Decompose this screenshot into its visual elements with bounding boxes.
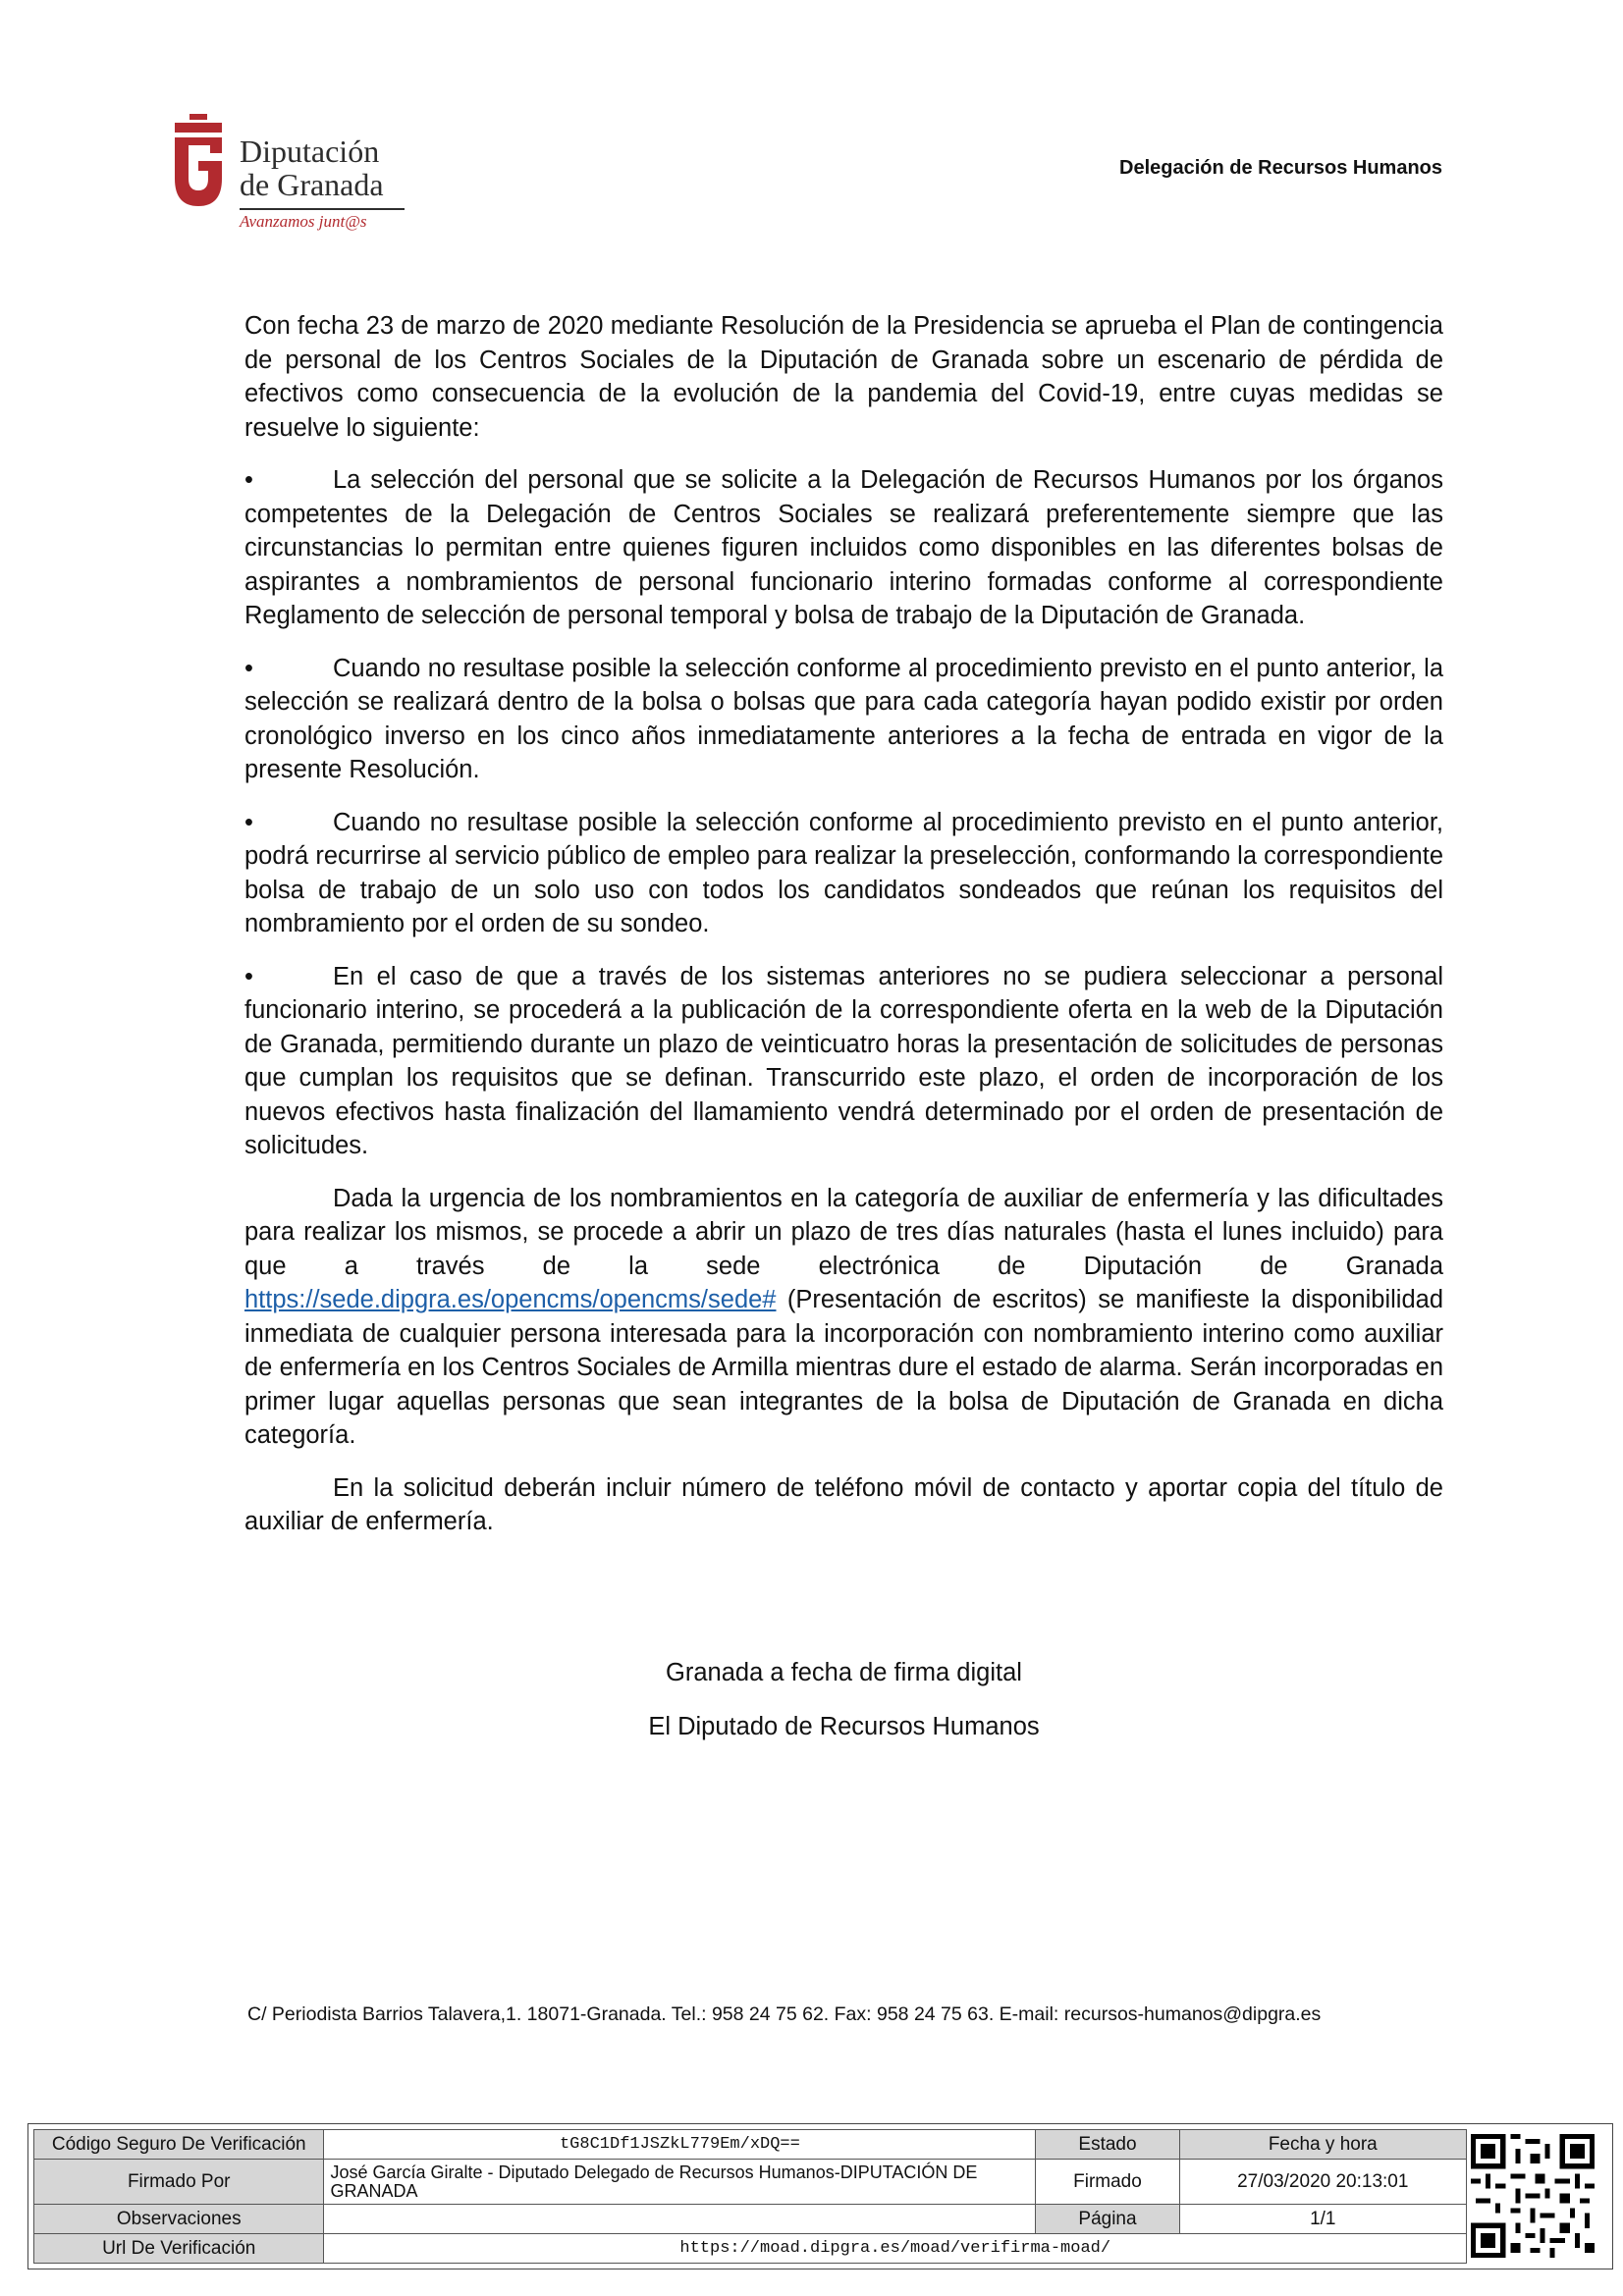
observations-label: Observaciones bbox=[34, 2205, 324, 2234]
url-label: Url De Verificación bbox=[34, 2234, 324, 2264]
footer-address: C/ Periodista Barrios Talavera,1. 18071-Granada. Tel.: 958 24 75 62. Fax: 958 24 75 63. E-mail: recursos-humanos@dipgra.es bbox=[247, 2003, 1322, 2025]
urgency-paragraph bbox=[244, 1182, 1443, 1453]
datetime-value: 27/03/2020 20:13:01 bbox=[1179, 2160, 1466, 2205]
bullet-item bbox=[244, 806, 1443, 941]
table-row bbox=[34, 2130, 1467, 2160]
verification-box bbox=[27, 2123, 1613, 2269]
bullet-text: Cuando no resultase posible la selección conforme al procedimiento previsto en el punto anterior, podrá recurrirse al servicio público de empleo para realizar la preselección, conformando la correspondiente bolsa de trabajo de un solo uso con todos los candidatos sondeados que reúnan los requisitos del nombramiento por el orden de su sondeo. bbox=[244, 808, 1443, 937]
logo-tagline: Avanzamos junt@s bbox=[240, 212, 367, 231]
bullet-item bbox=[244, 960, 1443, 1163]
bullet-marker: • bbox=[244, 654, 253, 682]
bullet-marker: • bbox=[244, 962, 253, 990]
csv-label: Código Seguro De Verificación bbox=[34, 2130, 324, 2160]
table-row bbox=[34, 2160, 1467, 2205]
state-label: Estado bbox=[1036, 2130, 1179, 2160]
intro-paragraph: Con fecha 23 de marzo de 2020 mediante Resolución de la Presidencia se aprueba el Plan de contingencia de personal de los Centros Sociales de la Diputación de Granada sobre un escenario de pérdida de efectivos como consecuencia de la evolución de la pandemia del Covid-19, entre cuyas medidas se resuelve lo siguiente: bbox=[244, 312, 1443, 442]
observations-value bbox=[324, 2205, 1036, 2234]
closing-paragraph: En la solicitud deberán incluir número de teléfono móvil de contacto y aportar copia del título de auxiliar de enfermería. bbox=[244, 1473, 1443, 1535]
state-value: Firmado bbox=[1036, 2160, 1179, 2205]
bullet-item bbox=[244, 652, 1443, 787]
department-heading: Delegación de Recursos Humanos bbox=[1119, 157, 1442, 179]
sede-electronica-link[interactable]: https://sede.dipgra.es/opencms/opencms/sede# bbox=[244, 1286, 777, 1313]
diputacion-emblem-icon bbox=[167, 114, 230, 208]
csv-value: tG8C1Df1JSZkL779Em/xDQ== bbox=[324, 2130, 1036, 2160]
logo-name-line1: Diputación bbox=[240, 133, 380, 169]
urgency-text-end: (Presentación de escritos) se manifieste la disponibilidad inmediata de cualquier persona interesada para la incorporación con nombramiento interino como auxiliar de enfermería en los Centros Sociales de Armilla mientras dure el estado de alarma. Serán incorporadas en primer lugar aquellas personas que sean integrantes de la bolsa de Diputación de Granada en dicha categoría. bbox=[244, 1286, 1443, 1449]
document-body bbox=[244, 309, 1443, 1558]
signed-by-label: Firmado Por bbox=[34, 2160, 324, 2205]
bullet-marker: • bbox=[244, 808, 253, 836]
verification-table bbox=[33, 2129, 1467, 2264]
table-row bbox=[34, 2205, 1467, 2234]
signed-by-value: José García Giralte - Diputado Delegado de Recursos Humanos-DIPUTACIÓN DE GRANADA bbox=[324, 2160, 1036, 2205]
logo-name-line2: de Granada bbox=[240, 167, 384, 202]
bullet-text: En el caso de que a través de los sistemas anteriores no se pudiera seleccionar a personal funcionario interino, se procederá a la publicación de la correspondiente oferta en la web de la Diputación de Granada, permitiendo durante un plazo de veinticuatro horas la presentación de solicitudes de personas que cumplan los requisitos que se definan. Transcurrido este plazo, el orden de incorporación de los nuevos efectivos hasta finalización del llamamiento vendrá determinado por el orden de presentación de solicitudes. bbox=[244, 962, 1443, 1159]
bullet-text: Cuando no resultase posible la selección conforme al procedimiento previsto en el punto anterior, la selección se realizará dentro de la bolsa o bolsas que para cada categoría hayan podido existir por orden cronológico inverso en los cinco años inmediatamente anteriores a la fecha de entrada en vigor de la presente Resolución. bbox=[244, 654, 1443, 783]
table-row bbox=[34, 2234, 1467, 2264]
bullet-marker: • bbox=[244, 466, 253, 494]
urgency-text-start: Dada la urgencia de los nombramientos en la categoría de auxiliar de enfermería y las dificultades para realizar los mismos, se procede a abrir un plazo de tres días naturales (hasta el lunes incluido) para que a través de la sede electrónica de Diputación de Granada bbox=[244, 1184, 1443, 1280]
page-value: 1/1 bbox=[1179, 2205, 1466, 2234]
bullet-text: La selección del personal que se solicite a la Delegación de Recursos Humanos por los órganos competentes de la Delegación de Centros Sociales se realizará preferentemente siempre que las circunstancias lo permitan entre quienes figuren incluidos como disponibles en las diferentes bolsas de aspirantes a nombramientos de personal funcionario interino formadas conforme al correspondiente Reglamento de selección de personal temporal y bolsa de trabajo de la Diputación de Granada. bbox=[244, 466, 1443, 629]
institution-logo bbox=[167, 114, 422, 238]
signature-role: El Diputado de Recursos Humanos bbox=[648, 1713, 1040, 1740]
qr-code-icon bbox=[1471, 2134, 1595, 2258]
verification-url[interactable]: https://moad.dipgra.es/moad/verifirma-moad/ bbox=[324, 2234, 1467, 2264]
signature-place-date: Granada a fecha de firma digital bbox=[666, 1659, 1022, 1686]
bullet-item bbox=[244, 463, 1443, 633]
page-label: Página bbox=[1036, 2205, 1179, 2234]
datetime-label: Fecha y hora bbox=[1179, 2130, 1466, 2160]
logo-divider bbox=[240, 208, 405, 210]
